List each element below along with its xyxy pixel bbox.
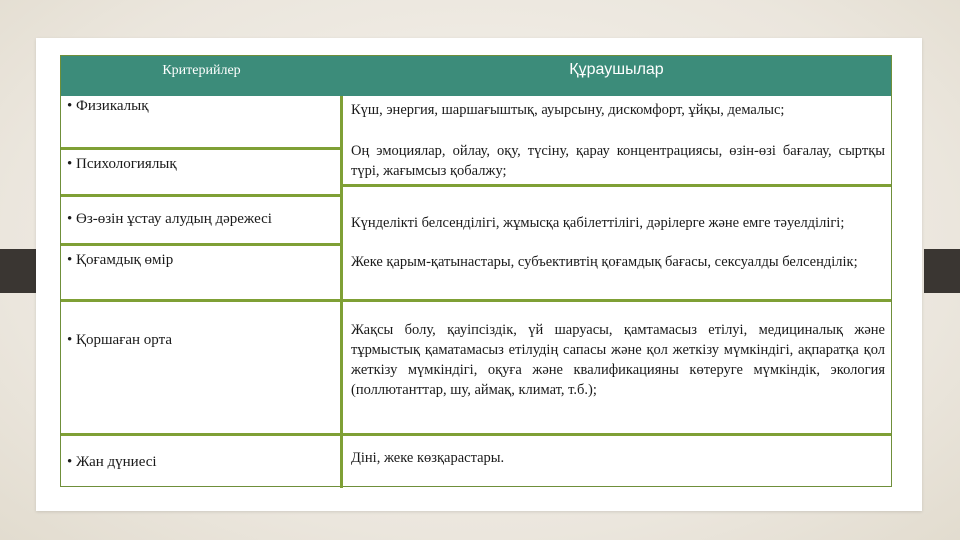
component-psychological: Оң эмоциялар, ойлау, оқу, түсіну, қарау концентрациясы, өзін-өзі бағалау, сыртқы түрі, жағымсыз қобалжу; [351, 143, 885, 179]
criterion-physical: • Физикалық [67, 98, 149, 114]
row-divider [61, 299, 891, 302]
component-self-control: Күнделікті белсенділігі, жұмысқа қабілеттілігі, дәрілерге және емге тәуелділігі; [351, 215, 845, 231]
criterion-psychological: • Психологиялық [67, 156, 177, 172]
criteria-table [60, 55, 892, 487]
row-divider [61, 194, 342, 197]
criterion-social-life: • Қоғамдық өмір [67, 252, 174, 268]
row-divider [61, 433, 891, 436]
component-physical: Күш, энергия, шаршағыштық, ауырсыну, дискомфорт, ұйқы, демалыс; [351, 102, 785, 118]
table-header [61, 56, 891, 96]
component-environment: Жақсы болу, қауіпсіздік, үй шаруасы, қамтамасыз етілуі, медициналық және тұрмыстық қаматамасыз етілудің сапасы және қол жеткізу мүмкіндігі, ақпаратқа қол жеткізу мүмкіндігі, оқуға және квалификацияны көтеруге мүмкіндік, экология (поллютанттар, шу, аймақ, климат, т.б.); [351, 322, 885, 398]
criterion-self-control: • Өз-өзін ұстау алудың дәрежесі [67, 211, 272, 227]
column-divider [340, 96, 343, 488]
criterion-spiritual: • Жан дүниесі [67, 454, 157, 470]
row-divider [61, 243, 342, 246]
component-spiritual: Діні, жеке көзқарастары. [351, 450, 505, 466]
component-social-life: Жеке қарым-қатынастары, субъективтің қоғамдық бағасы, сексуалды белсенділік; [351, 254, 858, 270]
left-decor-bar [0, 249, 36, 293]
criterion-environment: • Қоршаған орта [67, 332, 172, 348]
row-divider [342, 184, 891, 187]
header-components: Құраушылар [569, 61, 664, 78]
header-criteria: Критерийлер [162, 63, 241, 78]
row-divider [61, 147, 342, 150]
right-decor-bar [924, 249, 960, 293]
